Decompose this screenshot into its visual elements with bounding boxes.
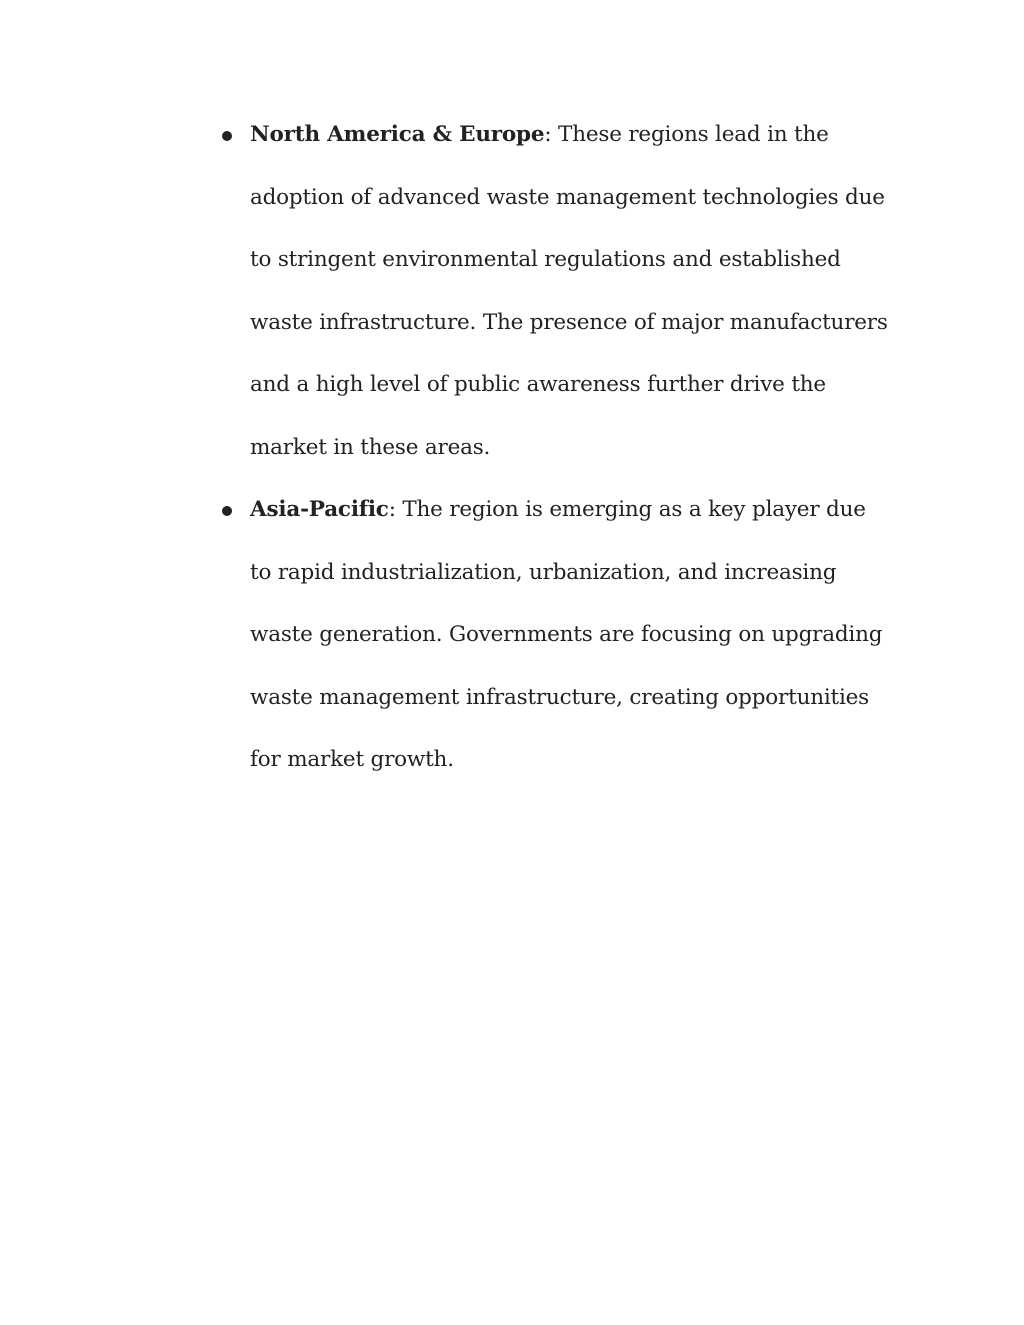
item-text: These regions lead in the adoption of advanced waste management technologies due to stringent environmental regulations and established waste infrastructure. The presence of major manufacturers and a high level of public awareness further drive the market in these areas. [250,122,888,460]
item-heading: North America & Europe [250,122,545,147]
item-separator: : [544,122,552,147]
bullet-icon [222,506,232,516]
list-item [250,104,890,479]
item-heading: Asia-Pacific [250,497,389,522]
bullet-icon [222,131,232,141]
list-item [250,479,890,792]
item-separator: : [388,497,396,522]
item-text: The region is emerging as a key player due to rapid industrialization, urbanization, and increasing waste generation. Governments are focusing on upgrading waste management infrastructure, creating opportunities for market growth. [250,497,883,772]
regional-bullet-list [250,104,890,792]
